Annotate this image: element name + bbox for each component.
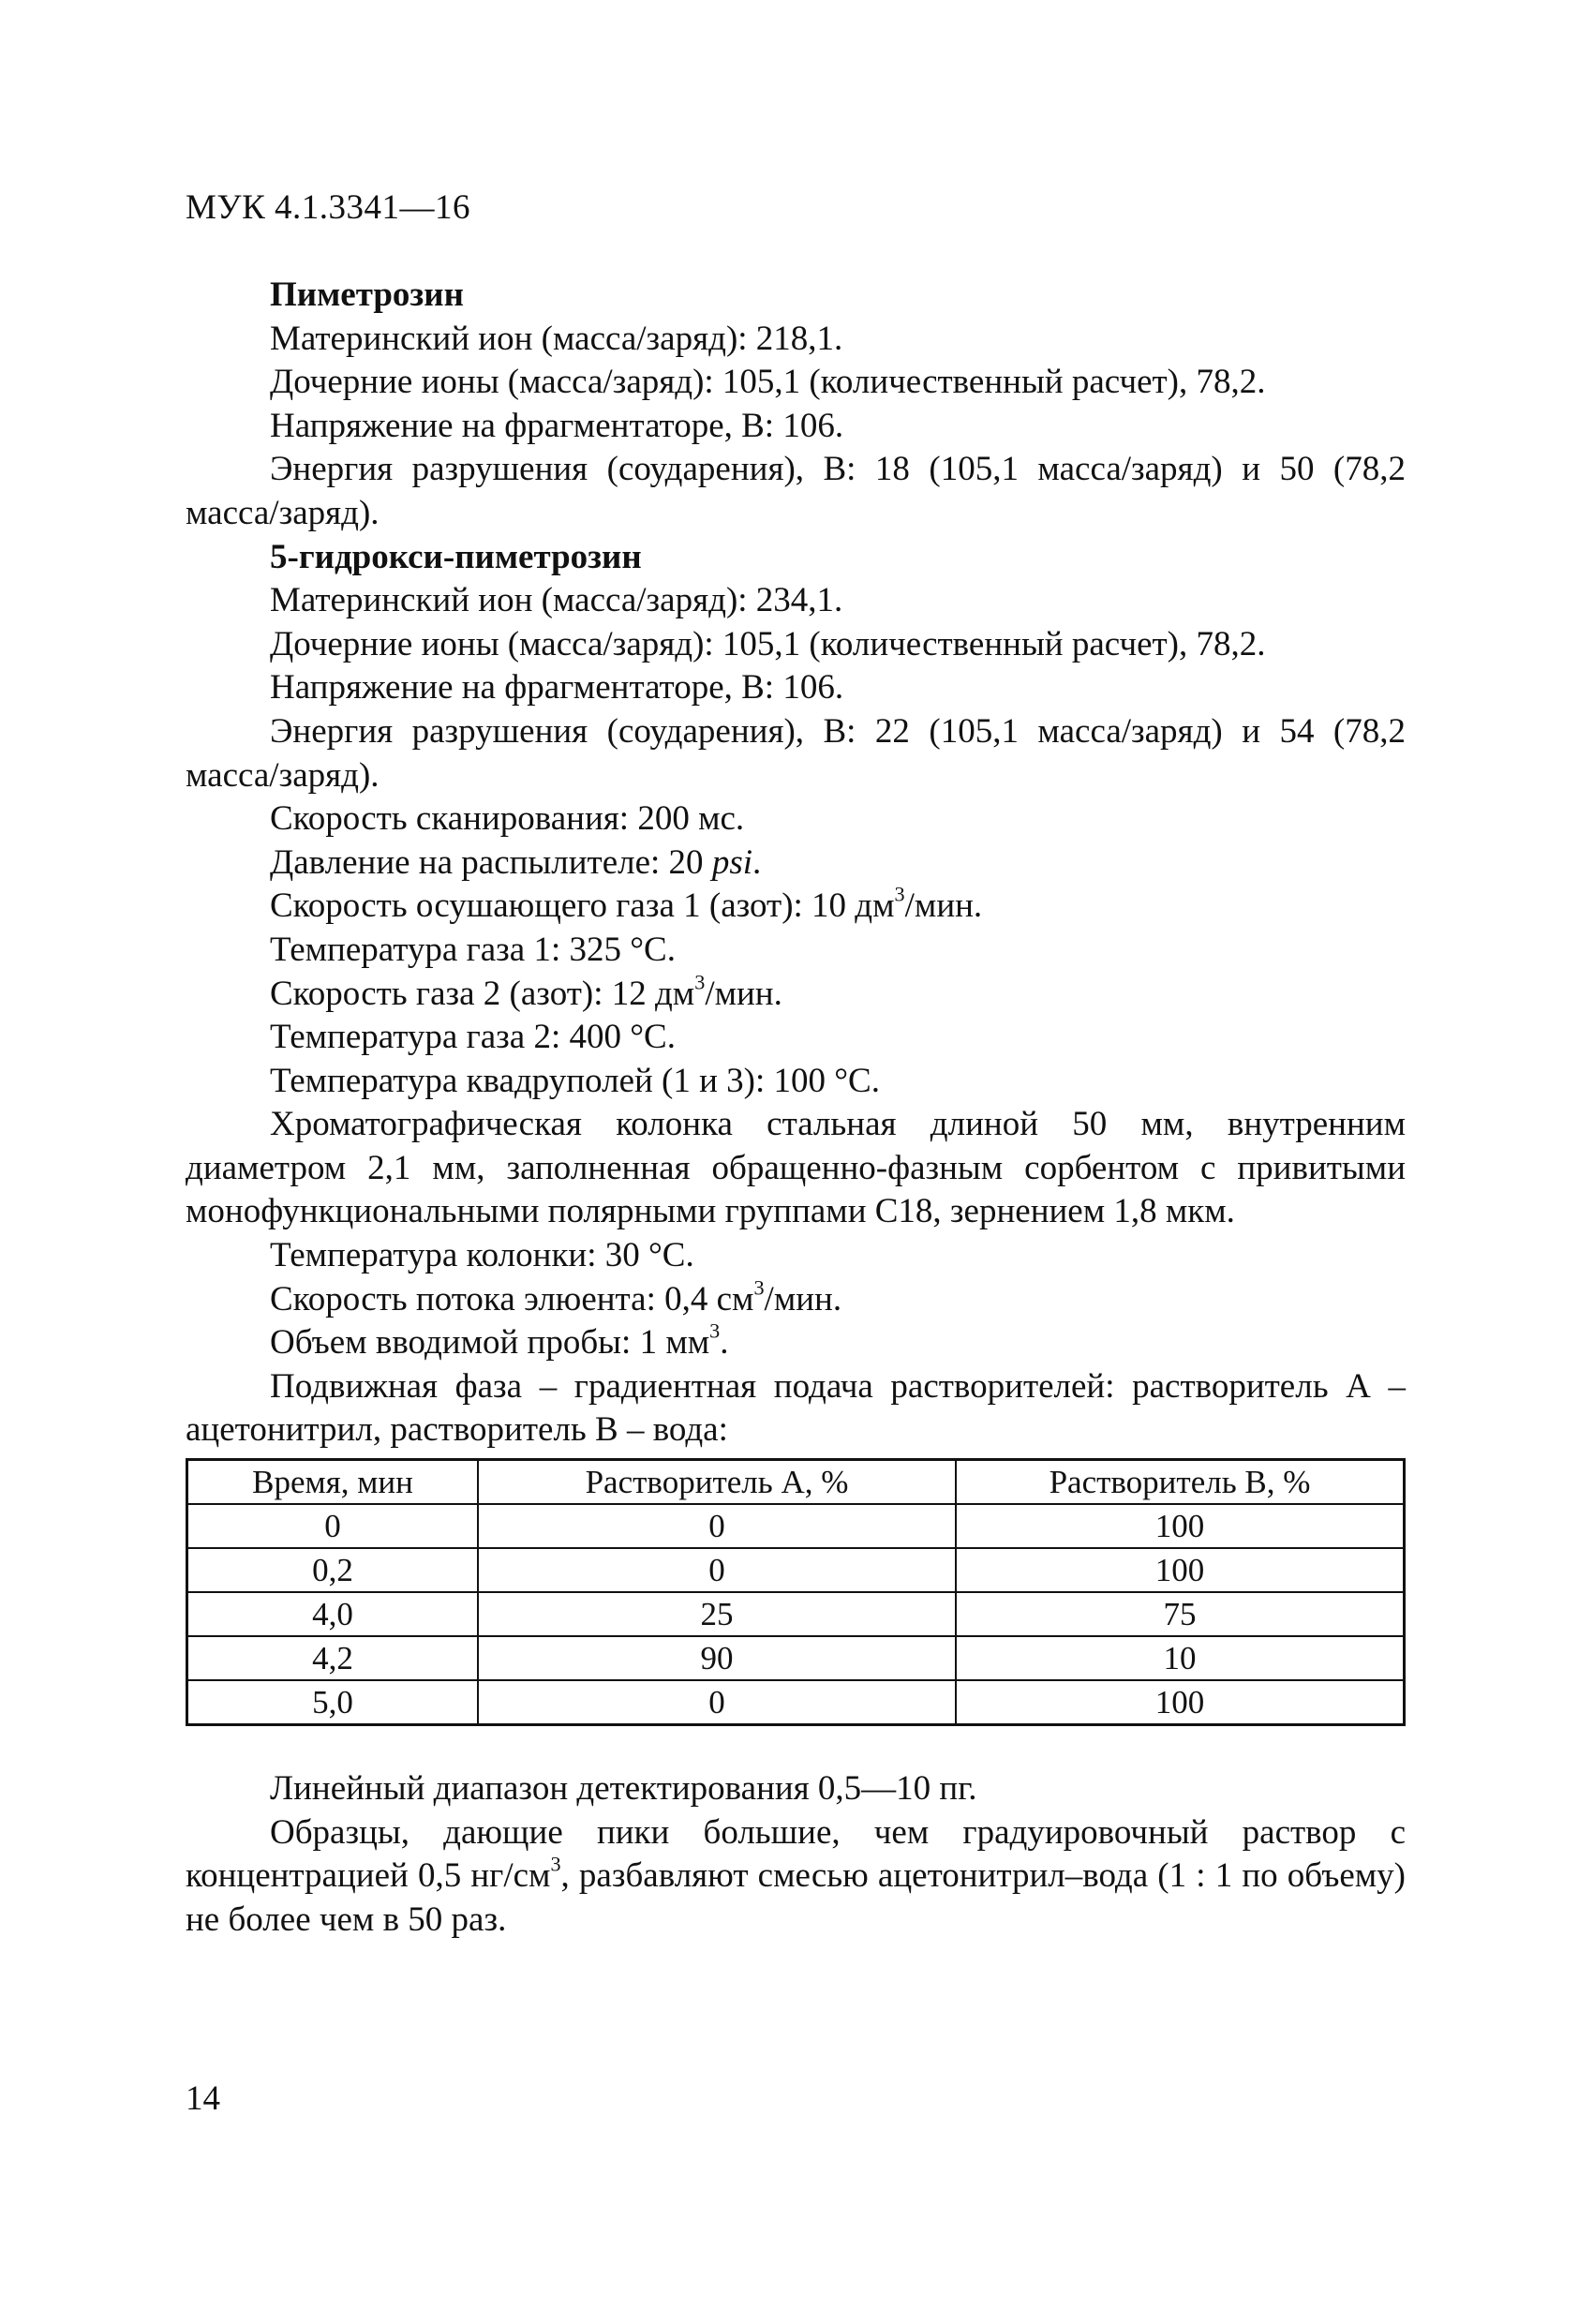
section-title-pymetrozine: Пиметрозин: [270, 276, 464, 314]
table-cell: 25: [478, 1592, 956, 1636]
table-cell: 0: [478, 1680, 956, 1725]
table-cell: 10: [956, 1636, 1405, 1680]
table-cell: 90: [478, 1636, 956, 1680]
table-cell: 0: [187, 1504, 479, 1548]
table-header-row: [187, 1460, 1405, 1505]
hydroxy-collision-energy: Энергия разрушения (соударения), В: 22 (105,1 масса/заряд) и 54 (78,2 масса/заряд).: [186, 711, 1406, 795]
hydroxy-parent-ion: Материнский ион (масса/заряд): 234,1.: [270, 581, 843, 620]
table-cell: 100: [956, 1548, 1405, 1592]
quadrupole-temperature: Температура квадруполей (1 и 3): 100 °С.: [270, 1061, 880, 1100]
hydroxy-daughter-ions: Дочерние ионы (масса/заряд): 105,1 (количественный расчет), 78,2.: [270, 624, 1266, 663]
page-number: 14: [186, 2079, 220, 2118]
linear-range: Линейный диапазон детектирования 0,5—10 пг.: [270, 1769, 977, 1809]
mobile-phase: Подвижная фаза – градиентная подача растворителей: растворитель А – ацетонитрил, растворитель В – вода:: [186, 1366, 1406, 1450]
table-row: [187, 1636, 1405, 1680]
gas2-flow: Скорость газа 2 (азот): 12 $дм^3$/мин.: [270, 969, 782, 1013]
gas1-temperature: Температура газа 1: 325 °С.: [270, 930, 676, 969]
table-header-cell: Растворитель А, %: [478, 1460, 956, 1505]
dilution-note: Образцы, дающие пики большие, чем градуировочный раствор с концентрацией 0,5 $нг/см^3$, разбавляют смесью ацетонитрил–вода (1 : 1 по объему) не более чем в 50 раз.: [186, 1812, 1406, 1939]
table-cell: 0,2: [187, 1548, 479, 1592]
table-cell: 75: [956, 1592, 1405, 1636]
table-cell: 4,0: [187, 1592, 479, 1636]
table-row: [187, 1504, 1405, 1548]
pymetrozine-collision-energy: Энергия разрушения (соударения), В: 18 (105,1 масса/заряд) и 50 (78,2 масса/заряд).: [186, 450, 1406, 532]
column-temperature: Температура колонки: 30 °С.: [270, 1236, 694, 1275]
section-title-hydroxy: 5-гидрокси-пиметрозин: [270, 537, 642, 576]
injection-volume: Объем вводимой пробы: 1 $мм^3$.: [270, 1318, 729, 1363]
document-body: [186, 274, 1406, 1942]
table-header-cell: Растворитель В, %: [956, 1460, 1405, 1505]
table-cell: 5,0: [187, 1680, 479, 1725]
eluent-flow: Скорость потока элюента: 0,4 $см^3$/мин.: [270, 1275, 842, 1318]
pymetrozine-parent-ion: Материнский ион (масса/заряд): 218,1.: [270, 319, 843, 358]
table-row: [187, 1592, 1405, 1636]
table-cell: 100: [956, 1680, 1405, 1725]
nebulizer-pressure: Давление на распылителе: 20 psi.: [270, 842, 762, 882]
table-cell: 0: [478, 1504, 956, 1548]
table-header-cell: Время, мин: [187, 1460, 479, 1505]
pymetrozine-daughter-ions: Дочерние ионы (масса/заряд): 105,1 (количественный расчет), 78,2.: [270, 363, 1266, 402]
table-cell: 4,2: [187, 1636, 479, 1680]
document-header: МУК 4.1.3341—16: [186, 188, 471, 227]
table-row: [187, 1548, 1405, 1592]
gradient-table: [186, 1458, 1406, 1726]
gas2-temperature: Температура газа 2: 400 °С.: [270, 1018, 676, 1057]
column-description: Хроматографическая колонка стальная длиной 50 мм, внутренним диаметром 2,1 мм, заполненная обращенно-фазным сорбентом с привитыми монофункциональными полярными группами С18, зернением 1,8 мкм.: [186, 1105, 1406, 1231]
gas1-flow: Скорость осушающего газа 1 (азот): 10 $дм^3$/мин.: [270, 882, 983, 926]
spacer: [186, 1745, 1406, 1767]
table-cell: 100: [956, 1504, 1405, 1548]
scan-rate: Скорость сканирования: 200 мс.: [270, 799, 745, 839]
table-row: [187, 1680, 1405, 1725]
table-cell: 0: [478, 1548, 956, 1592]
hydroxy-fragmentor: Напряжение на фрагментаторе, В: 106.: [270, 668, 844, 708]
pymetrozine-fragmentor: Напряжение на фрагментаторе, В: 106.: [270, 406, 844, 445]
